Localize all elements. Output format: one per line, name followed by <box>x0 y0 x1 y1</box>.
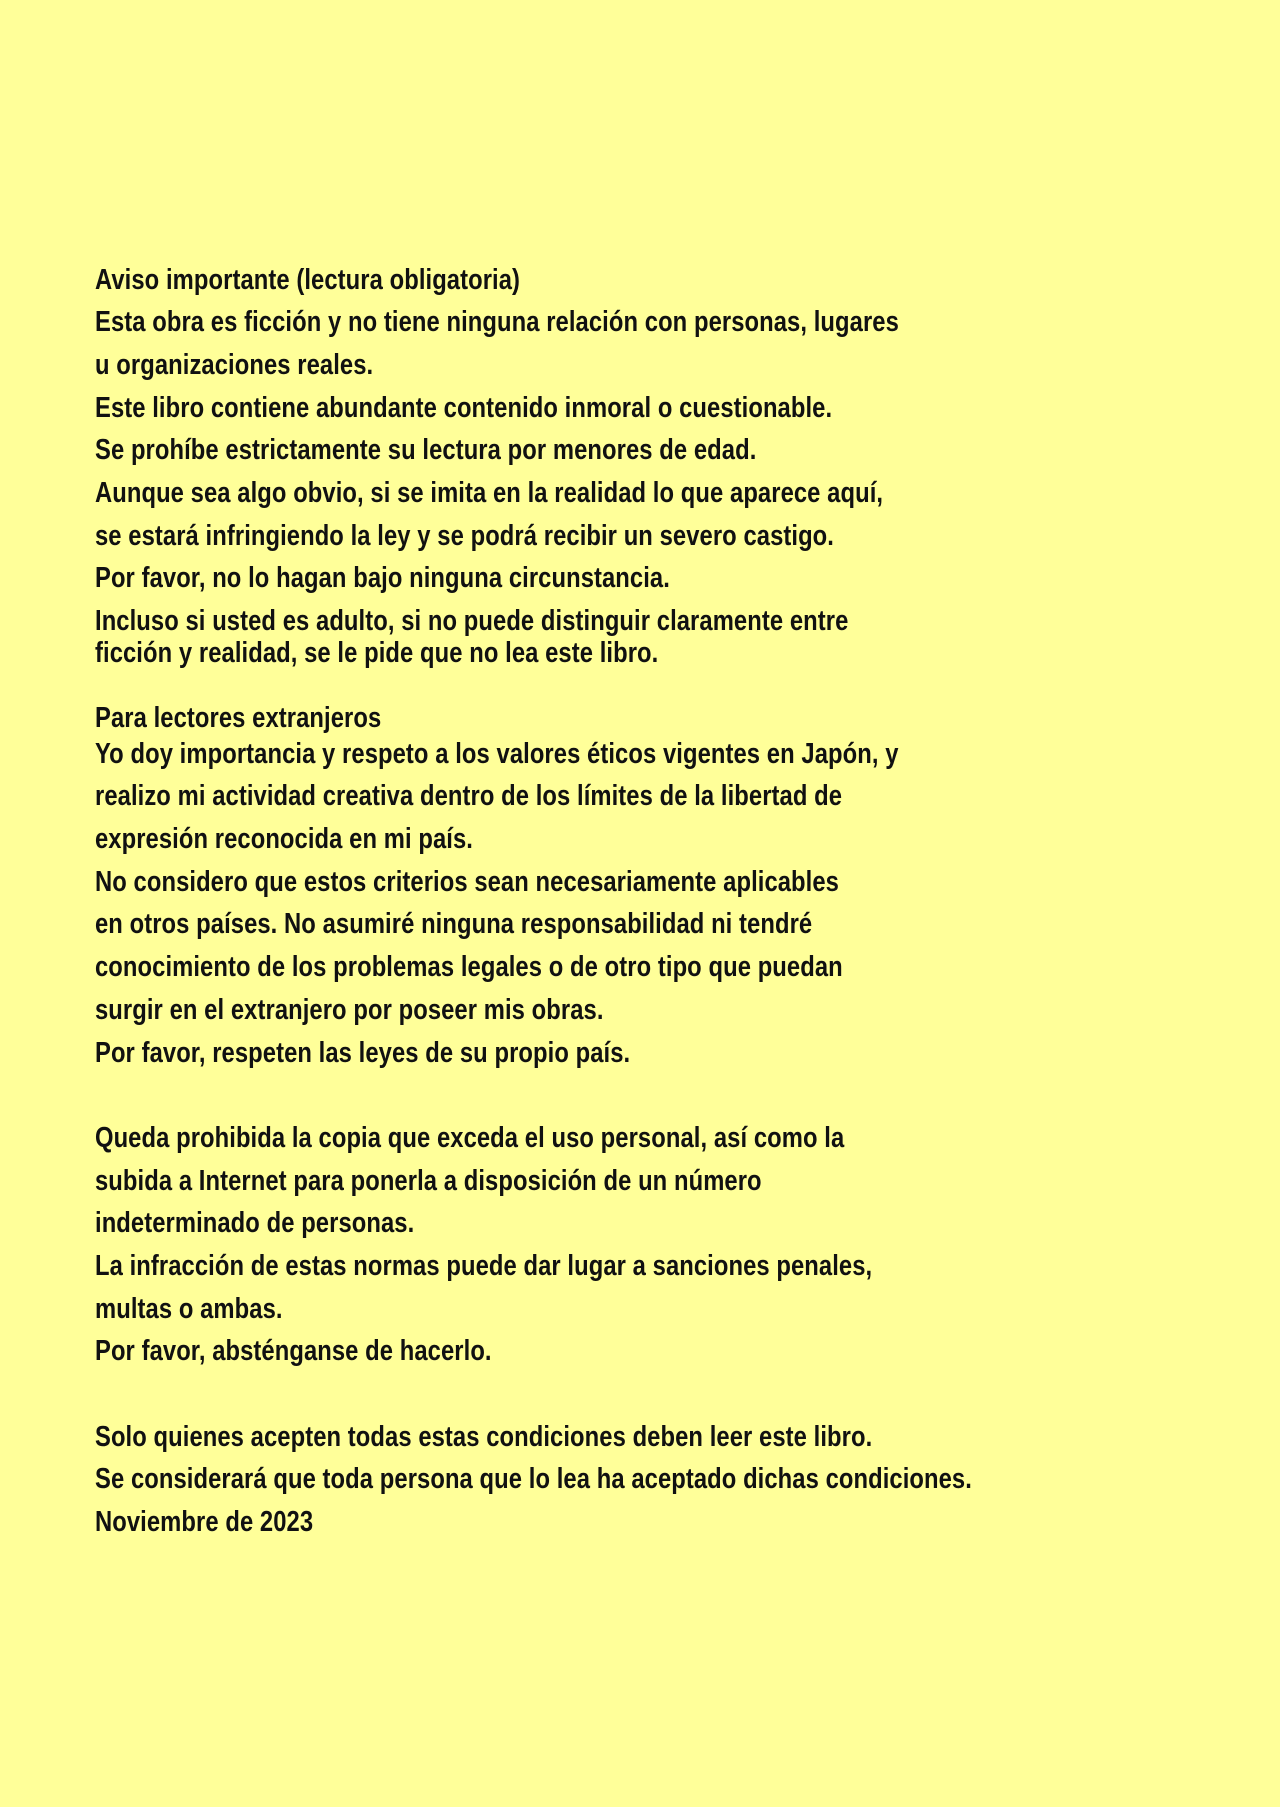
foreign-line: surgir en el extranjero por poseer mis obras. <box>95 994 604 1026</box>
foreign-line: Yo doy importancia y respeto a los valores éticos vigentes en Japón, y <box>95 738 899 770</box>
notice-heading: Aviso importante (lectura obligatoria) <box>95 264 521 296</box>
notice-line: Incluso si usted es adulto, si no puede distinguir claramente entre <box>95 605 849 637</box>
foreign-heading: Para lectores extranjeros <box>95 702 382 734</box>
date-line: Noviembre de 2023 <box>95 1506 314 1538</box>
notice-line: Se prohíbe estrictamente su lectura por menores de edad. <box>95 434 757 466</box>
notice-line: Este libro contiene abundante contenido inmoral o cuestionable. <box>95 392 833 424</box>
notice-line: Esta obra es ficción y no tiene ninguna relación con personas, lugares <box>95 306 899 338</box>
foreign-line: Por favor, respeten las leyes de su propio país. <box>95 1037 631 1069</box>
foreign-line: en otros países. No asumiré ninguna responsabilidad ni tendré <box>95 908 813 940</box>
notice-line: Aunque sea algo obvio, si se imita en la realidad lo que aparece aquí, <box>95 477 884 509</box>
copying-line: multas o ambas. <box>95 1293 283 1325</box>
closing-line: Se considerará que toda persona que lo lea ha aceptado dichas condiciones. <box>95 1463 972 1495</box>
copying-line: La infracción de estas normas puede dar lugar a sanciones penales, <box>95 1250 873 1282</box>
foreign-line: realizo mi actividad creativa dentro de los límites de la libertad de <box>95 780 843 812</box>
foreign-line: No considero que estos criterios sean necesariamente aplicables <box>95 866 839 898</box>
notice-line: ficción y realidad, se le pide que no lea este libro. <box>95 637 659 669</box>
copying-line: indeterminado de personas. <box>95 1207 415 1239</box>
notice-line: se estará infringiendo la ley y se podrá recibir un severo castigo. <box>95 520 834 552</box>
notice-line: u organizaciones reales. <box>95 349 374 381</box>
closing-line: Solo quienes acepten todas estas condiciones deben leer este libro. <box>95 1421 873 1453</box>
copying-line: subida a Internet para ponerla a disposición de un número <box>95 1165 762 1197</box>
foreign-line: expresión reconocida en mi país. <box>95 823 473 855</box>
copying-line: Queda prohibida la copia que exceda el uso personal, así como la <box>95 1122 845 1154</box>
copying-line: Por favor, absténganse de hacerlo. <box>95 1335 492 1367</box>
foreign-line: conocimiento de los problemas legales o de otro tipo que puedan <box>95 951 843 983</box>
notice-line: Por favor, no lo hagan bajo ninguna circunstancia. <box>95 562 670 594</box>
